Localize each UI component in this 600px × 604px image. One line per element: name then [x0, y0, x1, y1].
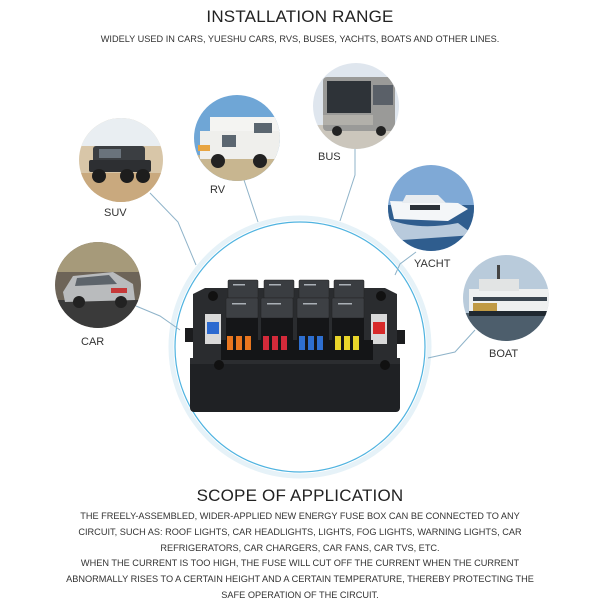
- vehicle-label-yacht: YACHT: [414, 258, 451, 270]
- scope-line: SAFE OPERATION OF THE CIRCUIT.: [221, 589, 379, 600]
- vehicle-label-boat: BOAT: [489, 348, 519, 360]
- bus-photo: [313, 63, 399, 149]
- scope-line: CIRCUIT, SUCH AS: ROOF LIGHTS, CAR HEADLIGHTS, LIGHTS, FOG LIGHTS, WARNING LIGHTS, CAR: [78, 526, 522, 537]
- yacht-photo: [388, 165, 474, 251]
- vehicle-label-suv: SUV: [104, 207, 127, 219]
- vehicle-label-car: CAR: [81, 336, 105, 348]
- scope-line: THE FREELY-ASSEMBLED, WIDER-APPLIED NEW ENERGY FUSE BOX CAN BE CONNECTED TO ANY: [80, 511, 520, 521]
- car-photo: [55, 242, 141, 328]
- boat-photo: [463, 255, 549, 341]
- page-title: INSTALLATION RANGE: [206, 7, 394, 26]
- scope-line: WHEN THE CURRENT IS TOO HIGH, THE FUSE WILL CUT OFF THE CURRENT WHEN THE CURRENT: [80, 558, 520, 569]
- scope-description: [0, 509, 600, 604]
- scope-line: REFRIGERATORS, CAR CHARGERS, CAR FANS, CAR TVS, ETC.: [160, 542, 440, 553]
- scope-line: ABNORMALLY RISES TO A CERTAIN HEIGHT AND A CERTAIN TEMPERATURE, THEREBY PROTECTING THE: [66, 574, 534, 585]
- vehicle-label-rv: RV: [210, 184, 226, 196]
- page-subtitle: WIDELY USED IN CARS, YUESHU CARS, RVS, BUSES, YACHTS, BOATS AND OTHER LINES.: [100, 34, 500, 44]
- fuse-box-image: [185, 278, 415, 416]
- scope-title: SCOPE OF APPLICATION: [196, 486, 404, 505]
- suv-photo: [79, 118, 163, 202]
- rv-photo: [194, 95, 280, 181]
- vehicle-label-bus: BUS: [318, 151, 341, 163]
